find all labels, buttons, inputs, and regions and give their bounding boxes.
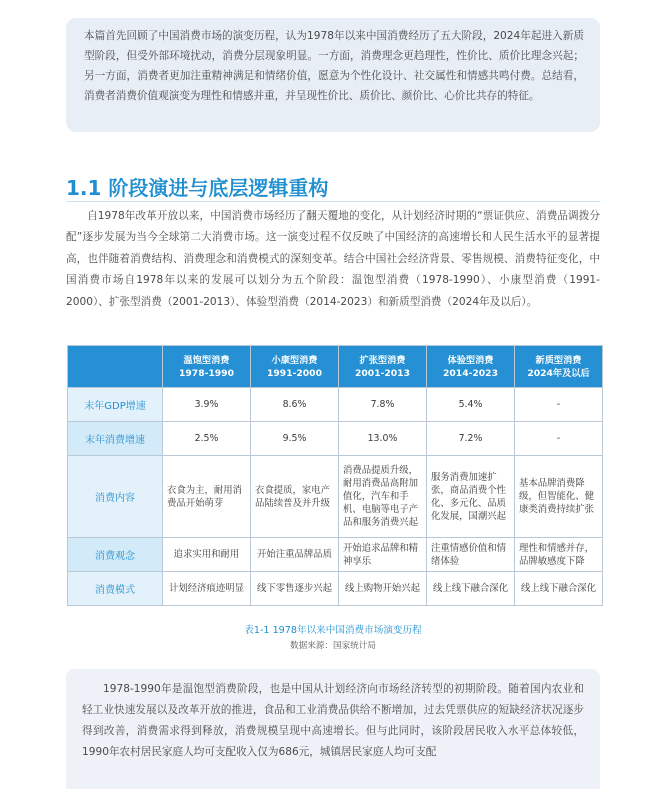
row-label: 消费模式 (68, 572, 163, 606)
table-cell: 线上线下融合深化 (427, 572, 515, 606)
section-number: 1.1 (66, 176, 102, 200)
table-cell: 服务消费加速扩张，商品消费个性化、多元化、品质化发展，国潮兴起 (427, 456, 515, 538)
table-cell: 衣食提质，家电产品陆续普及并升级 (251, 456, 339, 538)
table-cell: - (515, 422, 603, 456)
table-cell: 8.6% (251, 388, 339, 422)
table-cell: - (515, 388, 603, 422)
stage-period: 2001-2013 (355, 367, 410, 379)
table-cell: 5.4% (427, 388, 515, 422)
table-cell: 3.9% (163, 388, 251, 422)
abstract-text: 本篇首先回顾了中国消费市场的演变历程，认为1978年以来中国消费经历了五大阶段，2024年起进入新质型阶段，但受外部环境扰动，消费分层现象明显。一方面，消费理念更趋理性，性价比、质价比理念兴起；另一方面，消费者更加注重精神满足和情绪价值，愿意为个性化设计、社交属性和情感共鸣付费。总结看，消费者消费价值观演变为理性和情感并重，并呈现性价比、质价比、颜价比、心价比共存的特征。 (84, 30, 584, 102)
table-row-consumption (68, 422, 603, 456)
table-cell: 2.5% (163, 422, 251, 456)
table-cell: 线上购物开始兴起 (339, 572, 427, 606)
stage-name: 体验型消费 (447, 354, 494, 366)
table-cell: 13.0% (339, 422, 427, 456)
abstract-box (66, 18, 600, 132)
table-row-concept (68, 538, 603, 572)
row-label: 消费内容 (68, 456, 163, 538)
stage-name: 扩张型消费 (359, 354, 406, 366)
table-header-cell (427, 346, 515, 388)
consumption-stages-table (67, 345, 603, 606)
table-cell: 追求实用和耐用 (163, 538, 251, 572)
table-cell: 注重情感价值和情绪体验 (427, 538, 515, 572)
intro-paragraph-text: 自1978年改革开放以来，中国消费市场经历了翻天覆地的变化，从计划经济时期的“票证供应、消费品调拨分配”逐步发展为当今全球第二大消费市场。这一演变过程不仅反映了中国经济的高速增长和人民生活水平的显著提高，也伴随着消费结构、消费理念和消费模式的深刻变革。结合中国社会经济背景、零售规模、消费特征变化，中国消费市场自1978年以来的发展可以划分为五个阶段：温饱型消费（1978-1990）、小康型消费（1991-2000）、扩张型消费（2001-2013）、体验型消费（2014-2023）和新质型消费（2024年及以后）。 (66, 210, 600, 308)
table-cell: 消费品提质升级，耐用消费品高附加值化，汽车和手机、电脑等电子产品和服务消费兴起 (339, 456, 427, 538)
table-cell: 开始追求品牌和精神享乐 (339, 538, 427, 572)
table-row-mode (68, 572, 603, 606)
table-cell: 线下零售逐步兴起 (251, 572, 339, 606)
row-label: 消费观念 (68, 538, 163, 572)
table-header-cell (251, 346, 339, 388)
table-source: 数据来源：国家统计局 (290, 641, 376, 651)
stage-one-paragraph-text: 1978-1990年是温饱型消费阶段，也是中国从计划经济向市场经济转型的初期阶段。随着国内农业和轻工业快速发展以及改革开放的推进，食品和工业消费品供给不断增加，过去凭票供应的短缺经济状况逐步得到改善，消费需求得到释放，消费规模呈现中高速增长。但与此同时，该阶段居民收入水平总体较低，1990年农村居民家庭人均可支配收入仅为686元，城镇居民家庭人均可支配 (82, 683, 584, 758)
row-label: 末年GDP增速 (68, 388, 163, 422)
row-label: 末年消费增速 (68, 422, 163, 456)
table-header-cell (339, 346, 427, 388)
stage-name: 温饱型消费 (183, 354, 230, 366)
table-cell: 7.2% (427, 422, 515, 456)
stage-period: 2014-2023 (443, 367, 498, 379)
table-cell: 9.5% (251, 422, 339, 456)
table-cell: 理性和情感并存，品牌敏感度下降 (515, 538, 603, 572)
table-header-cell (515, 346, 603, 388)
title-divider (66, 201, 600, 202)
table-header-cell (163, 346, 251, 388)
table-header-row (68, 346, 603, 388)
section-title-text: 阶段演进与底层逻辑重构 (108, 176, 329, 200)
table-cell: 开始注重品牌品质 (251, 538, 339, 572)
table-caption: 表1-1 1978年以来中国消费市场演变历程 (244, 625, 422, 636)
table-row-gdp (68, 388, 603, 422)
table-cell: 计划经济痕迹明显 (163, 572, 251, 606)
stage-one-box (66, 669, 600, 789)
intro-paragraph (66, 206, 600, 313)
table-header-corner (68, 346, 163, 388)
stage-name: 新质型消费 (535, 354, 582, 366)
stage-period: 1991-2000 (267, 367, 322, 379)
section-title (66, 172, 328, 201)
stage-one-paragraph (82, 679, 584, 763)
table-cell: 衣食为主，耐用消费品开始萌芽 (163, 456, 251, 538)
stage-period: 1978-1990 (179, 367, 234, 379)
table-cell: 基本品牌消费降级，但智能化、健康类消费持续扩张 (515, 456, 603, 538)
table-cell: 7.8% (339, 388, 427, 422)
stage-period: 2024年及以后 (527, 367, 590, 379)
table-row-content (68, 456, 603, 538)
stage-name: 小康型消费 (271, 354, 318, 366)
table-cell: 线上线下融合深化 (515, 572, 603, 606)
